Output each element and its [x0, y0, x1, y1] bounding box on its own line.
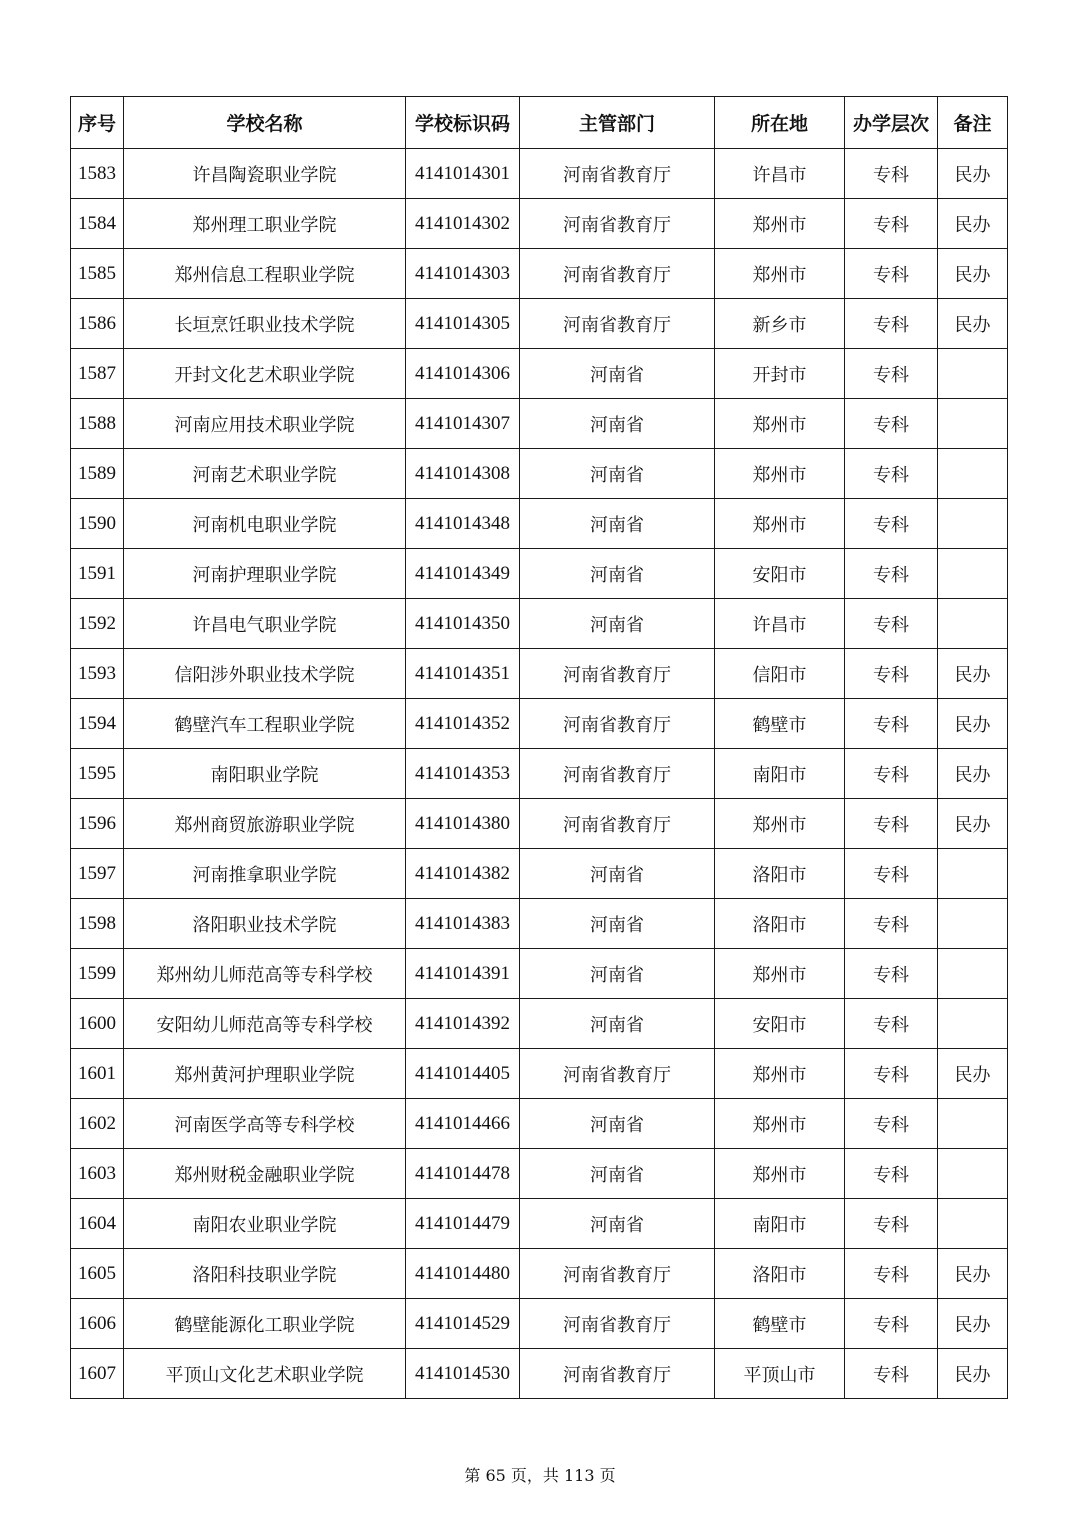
table-row [71, 399, 1008, 449]
cell-remark: 民办 [938, 749, 1008, 799]
table-row [71, 299, 1008, 349]
cell-level: 专科 [845, 949, 938, 999]
cell-remark [938, 899, 1008, 949]
cell-department: 河南省 [520, 599, 715, 649]
cell-school-code: 4141014380 [406, 799, 520, 849]
cell-location: 郑州市 [715, 249, 845, 299]
cell-level: 专科 [845, 899, 938, 949]
cell-level: 专科 [845, 1249, 938, 1299]
cell-school-code: 4141014530 [406, 1349, 520, 1399]
cell-school-name: 郑州商贸旅游职业学院 [124, 799, 406, 849]
column-header-department: 主管部门 [520, 97, 715, 149]
cell-remark [938, 349, 1008, 399]
cell-level: 专科 [845, 1049, 938, 1099]
cell-school-code: 4141014351 [406, 649, 520, 699]
cell-school-code: 4141014383 [406, 899, 520, 949]
cell-school-name: 河南护理职业学院 [124, 549, 406, 599]
cell-level: 专科 [845, 999, 938, 1049]
cell-remark: 民办 [938, 149, 1008, 199]
cell-level: 专科 [845, 1149, 938, 1199]
cell-school-code: 4141014305 [406, 299, 520, 349]
cell-school-code: 4141014350 [406, 599, 520, 649]
cell-school-name: 郑州幼儿师范高等专科学校 [124, 949, 406, 999]
cell-level: 专科 [845, 399, 938, 449]
cell-school-name: 河南机电职业学院 [124, 499, 406, 549]
cell-school-code: 4141014302 [406, 199, 520, 249]
cell-school-name: 郑州财税金融职业学院 [124, 1149, 406, 1199]
cell-school-name: 河南医学高等专科学校 [124, 1099, 406, 1149]
table-body [71, 149, 1008, 1399]
cell-remark [938, 1099, 1008, 1149]
table-row [71, 149, 1008, 199]
cell-school-code: 4141014308 [406, 449, 520, 499]
table-row [71, 1249, 1008, 1299]
cell-school-code: 4141014301 [406, 149, 520, 199]
cell-department: 河南省 [520, 549, 715, 599]
cell-sequence: 1595 [71, 749, 124, 799]
table-row [71, 549, 1008, 599]
cell-remark: 民办 [938, 1249, 1008, 1299]
cell-location: 洛阳市 [715, 1249, 845, 1299]
cell-school-name: 长垣烹饪职业技术学院 [124, 299, 406, 349]
cell-location: 安阳市 [715, 999, 845, 1049]
cell-level: 专科 [845, 649, 938, 699]
cell-location: 洛阳市 [715, 849, 845, 899]
cell-school-name: 信阳涉外职业技术学院 [124, 649, 406, 699]
cell-level: 专科 [845, 149, 938, 199]
table-row [71, 1299, 1008, 1349]
cell-school-code: 4141014382 [406, 849, 520, 899]
cell-school-name: 南阳农业职业学院 [124, 1199, 406, 1249]
cell-level: 专科 [845, 1099, 938, 1149]
cell-location: 许昌市 [715, 599, 845, 649]
cell-remark [938, 599, 1008, 649]
cell-location: 郑州市 [715, 399, 845, 449]
cell-school-code: 4141014349 [406, 549, 520, 599]
cell-location: 鹤壁市 [715, 1299, 845, 1349]
table-row [71, 499, 1008, 549]
cell-sequence: 1591 [71, 549, 124, 599]
cell-school-code: 4141014479 [406, 1199, 520, 1249]
cell-level: 专科 [845, 549, 938, 599]
cell-location: 郑州市 [715, 799, 845, 849]
cell-remark [938, 849, 1008, 899]
cell-department: 河南省教育厅 [520, 1249, 715, 1299]
cell-school-code: 4141014307 [406, 399, 520, 449]
cell-school-code: 4141014529 [406, 1299, 520, 1349]
cell-level: 专科 [845, 299, 938, 349]
cell-sequence: 1587 [71, 349, 124, 399]
column-header-school-name: 学校名称 [124, 97, 406, 149]
table-row [71, 749, 1008, 799]
cell-school-name: 鹤壁能源化工职业学院 [124, 1299, 406, 1349]
cell-department: 河南省 [520, 499, 715, 549]
cell-location: 郑州市 [715, 499, 845, 549]
cell-school-name: 平顶山文化艺术职业学院 [124, 1349, 406, 1399]
cell-location: 洛阳市 [715, 899, 845, 949]
column-header-sequence: 序号 [71, 97, 124, 149]
cell-sequence: 1604 [71, 1199, 124, 1249]
cell-remark: 民办 [938, 799, 1008, 849]
cell-school-name: 郑州理工职业学院 [124, 199, 406, 249]
cell-sequence: 1598 [71, 899, 124, 949]
cell-school-code: 4141014392 [406, 999, 520, 1049]
cell-level: 专科 [845, 1199, 938, 1249]
table-row [71, 249, 1008, 299]
column-header-school-code: 学校标识码 [406, 97, 520, 149]
table-row [71, 199, 1008, 249]
table-row [71, 449, 1008, 499]
cell-department: 河南省 [520, 899, 715, 949]
cell-school-name: 安阳幼儿师范高等专科学校 [124, 999, 406, 1049]
cell-department: 河南省 [520, 1199, 715, 1249]
cell-location: 南阳市 [715, 749, 845, 799]
cell-remark [938, 499, 1008, 549]
table-header [71, 97, 1008, 149]
cell-department: 河南省教育厅 [520, 1299, 715, 1349]
cell-level: 专科 [845, 699, 938, 749]
cell-location: 许昌市 [715, 149, 845, 199]
cell-location: 郑州市 [715, 199, 845, 249]
cell-department: 河南省教育厅 [520, 1349, 715, 1399]
cell-remark [938, 949, 1008, 999]
cell-level: 专科 [845, 599, 938, 649]
cell-level: 专科 [845, 249, 938, 299]
cell-school-code: 4141014480 [406, 1249, 520, 1299]
cell-school-code: 4141014303 [406, 249, 520, 299]
cell-remark [938, 1149, 1008, 1199]
cell-school-name: 郑州黄河护理职业学院 [124, 1049, 406, 1099]
cell-remark [938, 549, 1008, 599]
cell-sequence: 1592 [71, 599, 124, 649]
cell-remark: 民办 [938, 299, 1008, 349]
cell-department: 河南省教育厅 [520, 149, 715, 199]
cell-sequence: 1589 [71, 449, 124, 499]
cell-sequence: 1600 [71, 999, 124, 1049]
cell-sequence: 1586 [71, 299, 124, 349]
column-header-location: 所在地 [715, 97, 845, 149]
cell-location: 郑州市 [715, 1099, 845, 1149]
table-row [71, 699, 1008, 749]
column-header-level: 办学层次 [845, 97, 938, 149]
cell-department: 河南省 [520, 999, 715, 1049]
cell-department: 河南省教育厅 [520, 649, 715, 699]
cell-location: 鹤壁市 [715, 699, 845, 749]
cell-level: 专科 [845, 849, 938, 899]
cell-sequence: 1583 [71, 149, 124, 199]
cell-location: 信阳市 [715, 649, 845, 699]
cell-school-name: 南阳职业学院 [124, 749, 406, 799]
cell-school-name: 许昌电气职业学院 [124, 599, 406, 649]
cell-department: 河南省教育厅 [520, 799, 715, 849]
cell-department: 河南省教育厅 [520, 299, 715, 349]
cell-school-code: 4141014405 [406, 1049, 520, 1099]
cell-school-code: 4141014466 [406, 1099, 520, 1149]
cell-department: 河南省教育厅 [520, 199, 715, 249]
cell-school-name: 开封文化艺术职业学院 [124, 349, 406, 399]
cell-location: 新乡市 [715, 299, 845, 349]
cell-location: 开封市 [715, 349, 845, 399]
cell-department: 河南省教育厅 [520, 249, 715, 299]
table-row [71, 799, 1008, 849]
cell-school-name: 郑州信息工程职业学院 [124, 249, 406, 299]
cell-department: 河南省 [520, 349, 715, 399]
cell-sequence: 1590 [71, 499, 124, 549]
cell-level: 专科 [845, 449, 938, 499]
cell-school-name: 河南应用技术职业学院 [124, 399, 406, 449]
cell-sequence: 1594 [71, 699, 124, 749]
table-row [71, 599, 1008, 649]
cell-location: 郑州市 [715, 449, 845, 499]
cell-department: 河南省 [520, 449, 715, 499]
table-row [71, 1349, 1008, 1399]
header-row [71, 97, 1008, 149]
cell-department: 河南省 [520, 399, 715, 449]
cell-school-name: 洛阳科技职业学院 [124, 1249, 406, 1299]
cell-school-name: 河南推拿职业学院 [124, 849, 406, 899]
cell-school-name: 洛阳职业技术学院 [124, 899, 406, 949]
cell-location: 安阳市 [715, 549, 845, 599]
cell-department: 河南省教育厅 [520, 1049, 715, 1099]
cell-remark: 民办 [938, 199, 1008, 249]
cell-level: 专科 [845, 1349, 938, 1399]
cell-school-name: 鹤壁汽车工程职业学院 [124, 699, 406, 749]
cell-level: 专科 [845, 1299, 938, 1349]
cell-location: 南阳市 [715, 1199, 845, 1249]
cell-remark: 民办 [938, 1349, 1008, 1399]
cell-department: 河南省 [520, 1099, 715, 1149]
cell-department: 河南省 [520, 849, 715, 899]
cell-sequence: 1597 [71, 849, 124, 899]
table-row [71, 649, 1008, 699]
cell-level: 专科 [845, 499, 938, 549]
table-row [71, 1199, 1008, 1249]
cell-sequence: 1596 [71, 799, 124, 849]
table-row [71, 1049, 1008, 1099]
school-list-table [70, 96, 1008, 1399]
cell-level: 专科 [845, 349, 938, 399]
table-row [71, 899, 1008, 949]
cell-sequence: 1603 [71, 1149, 124, 1199]
column-header-remark: 备注 [938, 97, 1008, 149]
cell-school-code: 4141014353 [406, 749, 520, 799]
cell-department: 河南省 [520, 949, 715, 999]
cell-sequence: 1601 [71, 1049, 124, 1099]
cell-location: 郑州市 [715, 1049, 845, 1099]
cell-department: 河南省 [520, 1149, 715, 1199]
cell-level: 专科 [845, 749, 938, 799]
cell-sequence: 1588 [71, 399, 124, 449]
cell-remark [938, 999, 1008, 1049]
cell-school-name: 河南艺术职业学院 [124, 449, 406, 499]
cell-remark: 民办 [938, 699, 1008, 749]
table-row [71, 349, 1008, 399]
cell-remark: 民办 [938, 649, 1008, 699]
cell-department: 河南省教育厅 [520, 749, 715, 799]
cell-school-code: 4141014352 [406, 699, 520, 749]
cell-school-code: 4141014306 [406, 349, 520, 399]
cell-sequence: 1584 [71, 199, 124, 249]
cell-sequence: 1585 [71, 249, 124, 299]
cell-school-code: 4141014478 [406, 1149, 520, 1199]
page-number: 第 65 页，共 113 页 [464, 1466, 616, 1485]
cell-department: 河南省教育厅 [520, 699, 715, 749]
table-row [71, 999, 1008, 1049]
cell-sequence: 1606 [71, 1299, 124, 1349]
cell-remark: 民办 [938, 1049, 1008, 1099]
cell-sequence: 1605 [71, 1249, 124, 1299]
cell-school-code: 4141014348 [406, 499, 520, 549]
table-row [71, 1149, 1008, 1199]
cell-remark [938, 1199, 1008, 1249]
cell-sequence: 1599 [71, 949, 124, 999]
cell-level: 专科 [845, 199, 938, 249]
table-row [71, 1099, 1008, 1149]
cell-location: 郑州市 [715, 1149, 845, 1199]
cell-remark [938, 449, 1008, 499]
cell-location: 平顶山市 [715, 1349, 845, 1399]
cell-remark: 民办 [938, 1299, 1008, 1349]
cell-level: 专科 [845, 799, 938, 849]
cell-sequence: 1593 [71, 649, 124, 699]
cell-remark [938, 399, 1008, 449]
cell-sequence: 1602 [71, 1099, 124, 1149]
cell-location: 郑州市 [715, 949, 845, 999]
table-row [71, 849, 1008, 899]
cell-school-code: 4141014391 [406, 949, 520, 999]
cell-school-name: 许昌陶瓷职业学院 [124, 149, 406, 199]
cell-sequence: 1607 [71, 1349, 124, 1399]
cell-remark: 民办 [938, 249, 1008, 299]
table-row [71, 949, 1008, 999]
